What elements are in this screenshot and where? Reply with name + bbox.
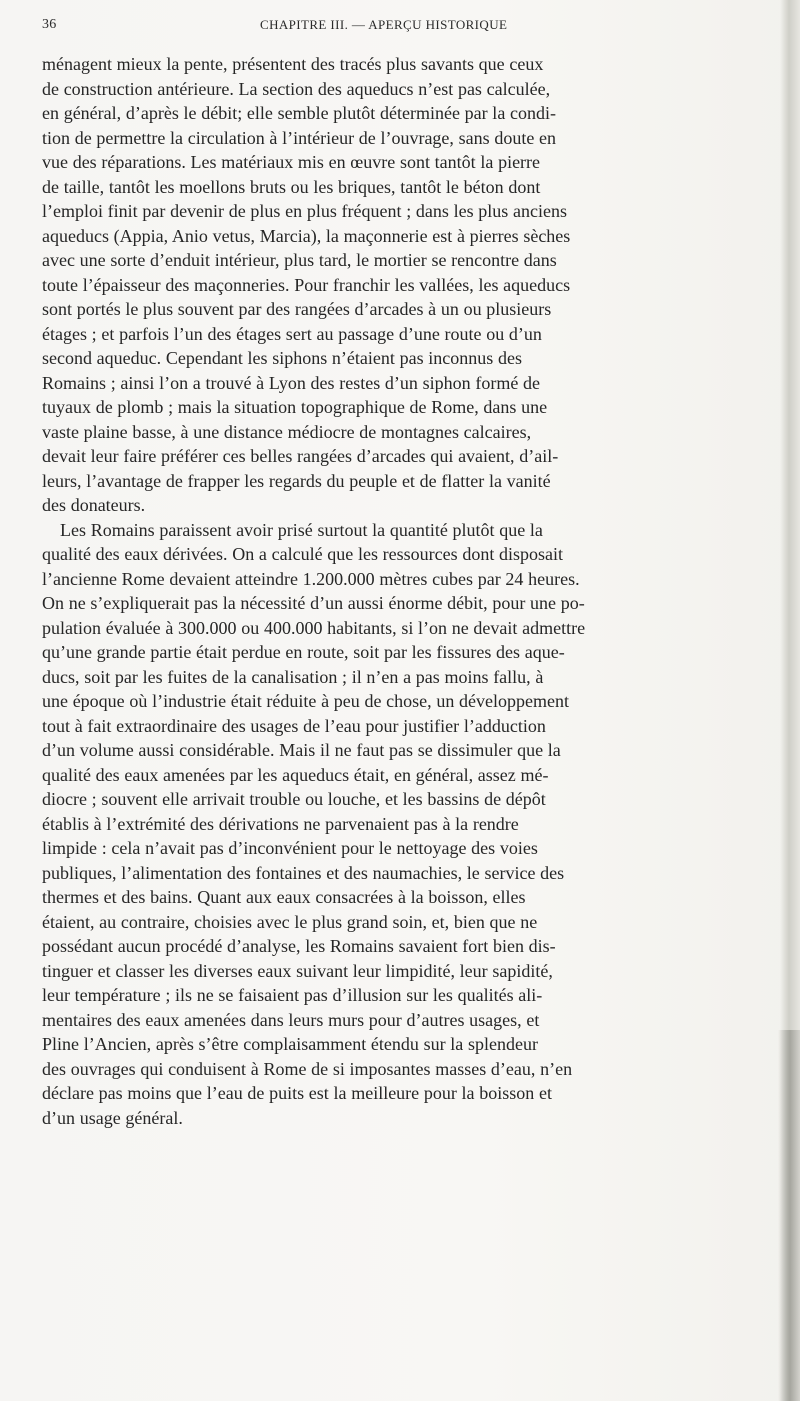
text-line: des ouvrages qui conduisent à Rome de si imposantes masses d’eau, n’en [42, 1058, 573, 1079]
text-line: qualité des eaux dérivées. On a calculé que les ressources dont disposait [42, 544, 564, 564]
text-line: une époque où l’industrie était réduite à peu de chose, un développement [42, 691, 570, 711]
text-line: sont portés le plus souvent par des rangées d’arcades à un ou plusieurs [42, 299, 552, 319]
text-line: vue des réparations. Les matériaux mis en œuvre sont tantôt la pierre [42, 152, 541, 172]
page-header [42, 17, 758, 39]
text-line: de taille, tantôt les moellons bruts ou les briques, tantôt le béton dont [42, 176, 541, 197]
text-line: vaste plaine basse, à une distance médiocre de montagnes calcaires, [42, 421, 532, 442]
text-line: en général, d’après le débit; elle semble plutôt déterminée par la condi- [42, 103, 556, 123]
text-line: Pline l’Ancien, après s’être complaisamment étendu sur la splendeur [42, 1034, 538, 1054]
text-line: limpide : cela n’avait pas d’inconvénient pour le nettoyage des voies [42, 838, 538, 858]
text-line: étaient, au contraire, choisies avec le plus grand soin, et, bien que ne [42, 911, 538, 932]
text-line: mentaires des eaux amenées dans leurs murs pour d’autres usages, et [42, 1009, 540, 1030]
text-line: ducs, soit par les fuites de la canalisation ; il n’en a pas moins fallu, à [42, 666, 544, 687]
text-line: d’un volume aussi considérable. Mais il ne faut pas se dissimuler que la [42, 740, 561, 760]
text-line: thermes et des bains. Quant aux eaux consacrées à la boisson, elles [42, 887, 526, 907]
text-line: leurs, l’avantage de frapper les regards du peuple et de flatter la vanité [42, 470, 551, 491]
text-line: qualité des eaux amenées par les aqueducs était, en général, assez mé- [42, 764, 549, 785]
text-line: étages ; et parfois l’un des étages sert au passage d’une route ou d’un [42, 323, 542, 344]
page-edge-dark-band [778, 1030, 800, 1401]
text-line: tuyaux de plomb ; mais la situation topographique de Rome, dans une [42, 397, 548, 417]
text-line: devait leur faire préférer ces belles rangées d’arcades qui avaient, d’ail- [42, 446, 559, 466]
text-line: toute l’épaisseur des maçonneries. Pour franchir les vallées, les aqueducs [42, 274, 571, 295]
text-line: publiques, l’alimentation des fontaines et des naumachies, le service des [42, 862, 565, 883]
text-line: avec une sorte d’enduit intérieur, plus tard, le mortier se rencontre dans [42, 250, 557, 270]
paragraph-2 [42, 518, 758, 1131]
text-line: Romains ; ainsi l’on a trouvé à Lyon des restes d’un siphon formé de [42, 372, 541, 393]
paragraph-1 [42, 52, 758, 518]
text-line: pulation évaluée à 300.000 ou 400.000 habitants, si l’on ne devait admettre [42, 617, 586, 638]
body-text [42, 52, 758, 1130]
text-line: leur température ; ils ne se faisaient pas d’illusion sur les qualités ali- [42, 985, 543, 1005]
text-line: qu’une grande partie était perdue en route, soit par les fissures des aque- [42, 642, 565, 662]
text-line: déclare pas moins que l’eau de puits est la meilleure pour la boisson et [42, 1083, 552, 1103]
text-line: de construction antérieure. La section des aqueducs n’est pas calculée, [42, 78, 551, 99]
text-line: aqueducs (Appia, Anio vetus, Marcia), la maçonnerie est à pierres sèches [42, 225, 571, 246]
text-line: tout à fait extraordinaire des usages de l’eau pour justifier l’adduction [42, 715, 546, 736]
text-line: second aqueduc. Cependant les siphons n’étaient pas inconnus des [42, 348, 522, 368]
text-line: l’ancienne Rome devaient atteindre 1.200.000 mètres cubes par 24 heures. [42, 568, 580, 589]
text-line: tion de permettre la circulation à l’intérieur de l’ouvrage, sans doute en [42, 127, 556, 148]
text-line: ménagent mieux la pente, présentent des tracés plus savants que ceux [42, 54, 544, 74]
text-line: des donateurs. [42, 495, 146, 515]
text-line: diocre ; souvent elle arrivait trouble ou louche, et les bassins de dépôt [42, 789, 546, 809]
text-line: possédant aucun procédé d’analyse, les Romains savaient fort bien dis- [42, 936, 556, 956]
text-line: On ne s’expliquerait pas la nécessité d’un aussi énorme débit, pour une po- [42, 593, 585, 613]
text-line: Les Romains paraissent avoir prisé surtout la quantité plutôt que la [60, 519, 543, 540]
text-line: l’emploi finit par devenir de plus en plus fréquent ; dans les plus anciens [42, 201, 567, 221]
text-line: tinguer et classer les diverses eaux suivant leur limpidité, leur sapidité, [42, 960, 553, 981]
text-line: d’un usage général. [42, 1107, 183, 1128]
running-head: CHAPITRE III. — APERÇU HISTORIQUE [260, 17, 508, 32]
text-line: établis à l’extrémité des dérivations ne parvenaient pas à la rendre [42, 813, 519, 834]
page-number: 36 [42, 17, 57, 32]
